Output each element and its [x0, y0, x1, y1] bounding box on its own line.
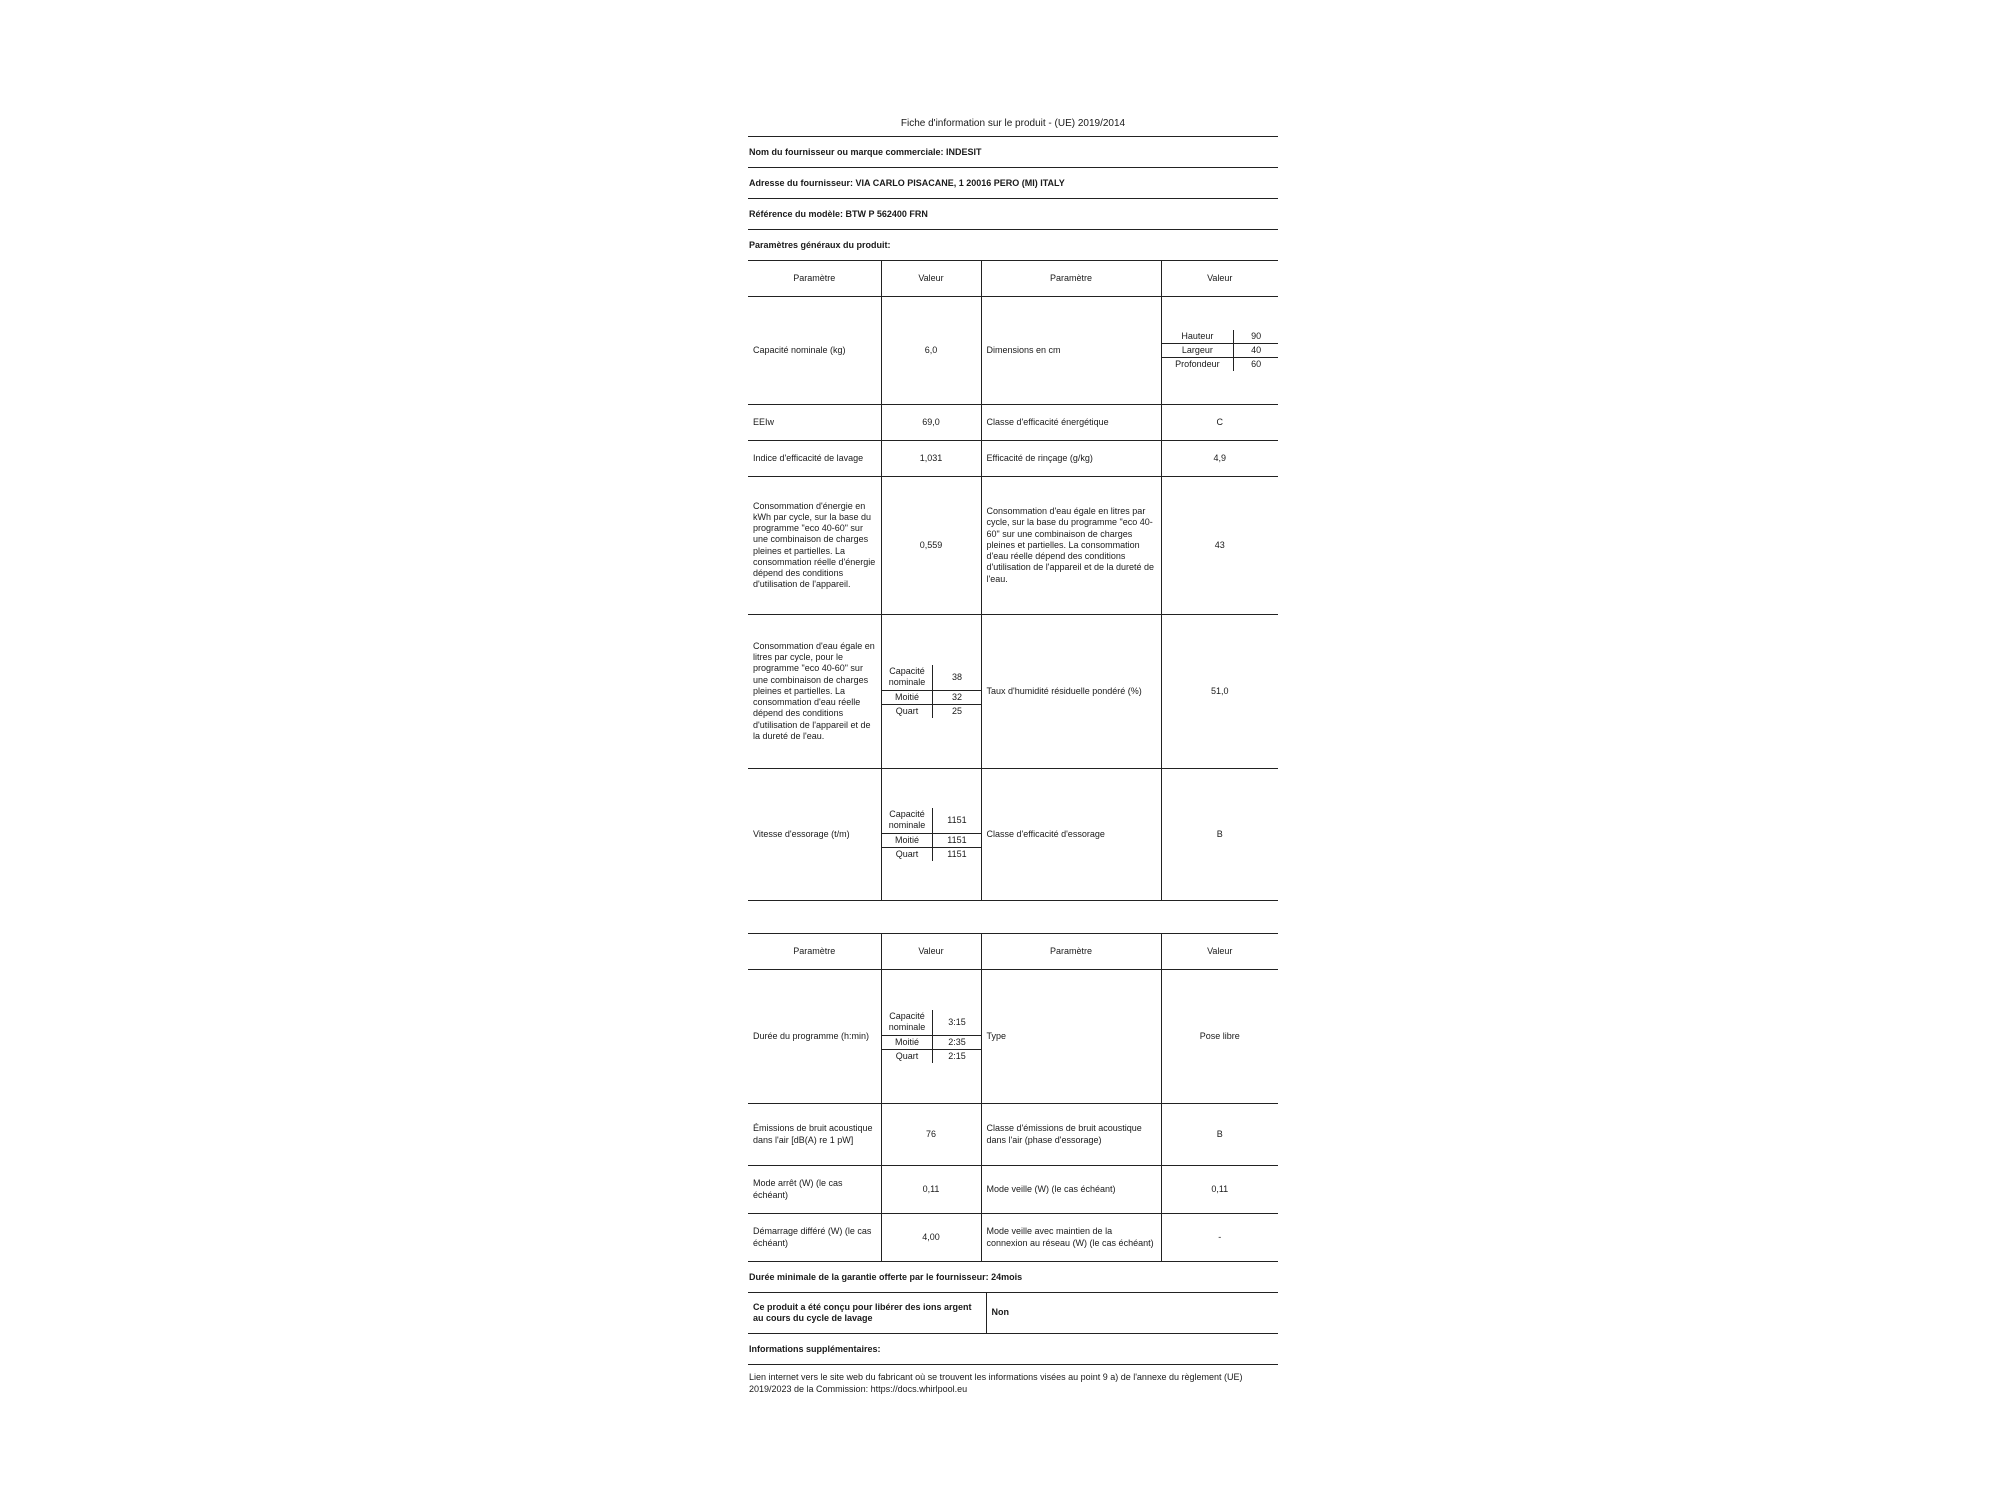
load-value: 1151	[947, 848, 967, 859]
networked-standby-value: -	[1161, 1214, 1278, 1262]
header-parameter: Paramètre	[748, 934, 881, 970]
product-information-sheet	[748, 112, 1278, 1396]
silver-ions-answer: Non	[986, 1293, 1278, 1333]
program-duration-label: Durée du programme (h:min)	[748, 970, 881, 1104]
load-label: Quart	[882, 704, 933, 718]
water-consumption-value: 43	[1161, 477, 1278, 615]
noise-class-label: Classe d'émissions de bruit acoustique dans l'air (phase d'essorage)	[981, 1104, 1161, 1166]
dimension-label: Hauteur	[1162, 330, 1234, 344]
dimensions-cell	[1161, 297, 1278, 405]
load-value: 3:15	[933, 1010, 981, 1035]
washing-efficiency-value: 1,031	[881, 441, 981, 477]
load-value: 25	[951, 705, 962, 716]
load-label: Moitié	[882, 833, 933, 847]
supplier-address: Adresse du fournisseur: VIA CARLO PISACANE, 1 20016 PERO (MI) ITALY	[748, 168, 1278, 199]
load-value: 2:35	[933, 1035, 981, 1049]
dimension-value: 90	[1234, 330, 1278, 344]
energy-class-value: C	[1161, 405, 1278, 441]
additional-parameters-table	[748, 933, 1278, 1262]
load-value: 1151	[933, 808, 981, 833]
water-per-load-subtable	[882, 665, 981, 718]
rated-capacity-value: 6,0	[881, 297, 981, 405]
model-reference: Référence du modèle: BTW P 562400 FRN	[748, 199, 1278, 230]
dimensions-label: Dimensions en cm	[981, 297, 1161, 405]
general-parameters-heading: Paramètres généraux du produit:	[749, 240, 891, 250]
load-label: Capacité nominale	[882, 808, 933, 833]
program-duration-subtable	[882, 1010, 981, 1063]
delay-start-value: 4,00	[881, 1214, 981, 1262]
type-value: Pose libre	[1161, 970, 1278, 1104]
dimension-value: 40	[1234, 343, 1278, 357]
general-parameters-table	[748, 260, 1278, 901]
manufacturer-website-link[interactable]: Lien internet vers le site web du fabricant où se trouvent les informations visées au point 9 a) de l'annexe du règlement (UE) 2019/2023 de la Commission: https://docs.whirlpool.eu	[749, 1371, 1243, 1395]
spin-speed-subtable	[882, 808, 981, 861]
load-value: 1151	[933, 833, 981, 847]
warranty-line: Durée minimale de la garantie offerte par le fournisseur: 24mois	[748, 1262, 1278, 1293]
header-value: Valeur	[1161, 934, 1278, 970]
rinsing-efficiency-label: Efficacité de rinçage (g/kg)	[981, 441, 1161, 477]
load-value: 32	[933, 690, 981, 704]
delay-start-label: Démarrage différé (W) (le cas échéant)	[748, 1214, 881, 1262]
sheet-title: Fiche d'information sur le produit - (UE) 2019/2014	[748, 112, 1278, 137]
residual-moisture-label: Taux d'humidité résiduelle pondéré (%)	[981, 615, 1161, 769]
spin-class-value: B	[1161, 769, 1278, 901]
water-consumption-label: Consommation d'eau égale en litres par cycle, sur la base du programme "eco 40-60" sur une combinaison de charges pleines et partielles. La consommation d'eau réelle dépend des conditions d'utilisation de l'appareil et de la dureté de l'eau.	[981, 477, 1161, 615]
type-label: Type	[981, 970, 1161, 1104]
dimension-value: 60	[1251, 359, 1262, 370]
load-value: 38	[933, 665, 981, 690]
spin-class-label: Classe d'efficacité d'essorage	[981, 769, 1161, 901]
rinsing-efficiency-value: 4,9	[1161, 441, 1278, 477]
noise-emission-value: 76	[881, 1104, 981, 1166]
program-duration-cell	[881, 970, 981, 1104]
load-value: 2:15	[948, 1050, 966, 1061]
water-per-load-label: Consommation d'eau égale en litres par cycle, pour le programme "eco 40-60" sur une combinaison de charges pleines et partielles. La consommation d'eau réelle dépend des conditions d'utilisation de l'appareil et de la dureté de l'eau.	[748, 615, 881, 769]
standby-mode-label: Mode veille (W) (le cas échéant)	[981, 1166, 1161, 1214]
spin-speed-label: Vitesse d'essorage (t/m)	[748, 769, 881, 901]
washing-efficiency-label: Indice d'efficacité de lavage	[748, 441, 881, 477]
energy-class-label: Classe d'efficacité énergétique	[981, 405, 1161, 441]
noise-emission-label: Émissions de bruit acoustique dans l'air [dB(A) re 1 pW]	[748, 1104, 881, 1166]
header-parameter: Paramètre	[981, 261, 1161, 297]
load-label: Capacité nominale	[882, 1010, 933, 1035]
load-label: Moitié	[882, 1035, 933, 1049]
energy-consumption-label: Consommation d'énergie en kWh par cycle, sur la base du programme "eco 40-60" sur une combinaison de charges pleines et partielles. La consommation réelle d'énergie dépend des conditions d'utilisation de l'appareil.	[748, 477, 881, 615]
noise-class-value: B	[1161, 1104, 1278, 1166]
load-label: Moitié	[882, 690, 933, 704]
rated-capacity-label: Capacité nominale (kg)	[748, 297, 881, 405]
networked-standby-label: Mode veille avec maintien de la connexion au réseau (W) (le cas échéant)	[981, 1214, 1161, 1262]
load-label: Quart	[882, 847, 933, 861]
dimension-label: Profondeur	[1162, 358, 1234, 372]
residual-moisture-value: 51,0	[1161, 615, 1278, 769]
dimension-label: Largeur	[1162, 343, 1234, 357]
load-label: Quart	[882, 1049, 933, 1063]
header-value: Valeur	[1161, 261, 1278, 297]
supplier-name: Nom du fournisseur ou marque commerciale: INDESIT	[748, 137, 1278, 168]
load-label: Capacité nominale	[882, 665, 933, 690]
energy-consumption-value: 0,559	[881, 477, 981, 615]
off-mode-label: Mode arrêt (W) (le cas échéant)	[748, 1166, 881, 1214]
off-mode-value: 0,11	[881, 1166, 981, 1214]
water-per-load-cell	[881, 615, 981, 769]
silver-ions-question: Ce produit a été conçu pour libérer des ions argent au cours du cycle de lavage	[748, 1293, 986, 1333]
silver-ions-table	[748, 1293, 1278, 1334]
standby-mode-value: 0,11	[1161, 1166, 1278, 1214]
eeiw-label: EEIw	[748, 405, 881, 441]
header-value: Valeur	[881, 934, 981, 970]
dimensions-subtable	[1162, 330, 1279, 372]
header-value: Valeur	[881, 261, 981, 297]
header-parameter: Paramètre	[748, 261, 881, 297]
additional-info-heading: Informations supplémentaires:	[748, 1334, 1278, 1365]
spin-speed-cell	[881, 769, 981, 901]
header-parameter: Paramètre	[981, 934, 1161, 970]
eeiw-value: 69,0	[881, 405, 981, 441]
